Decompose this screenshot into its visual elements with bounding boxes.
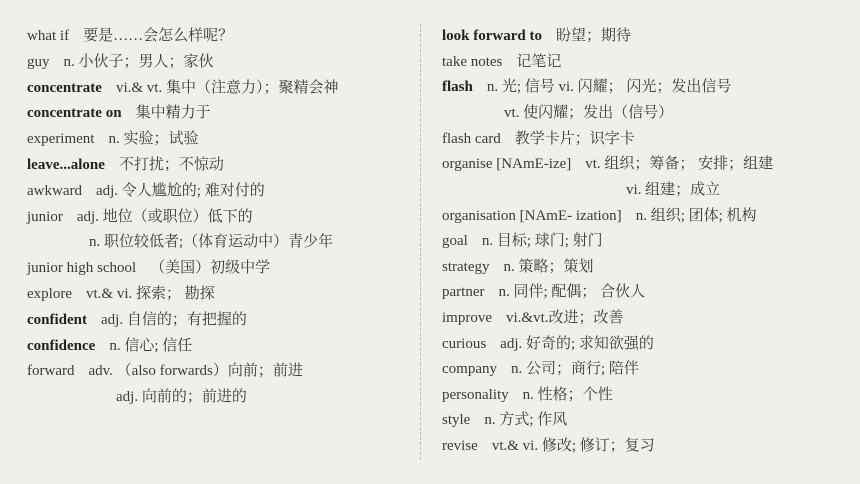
vocab-word: flash card [442,130,501,147]
vocab-entry [27,179,419,205]
vocab-definition: adj. 好奇的; 求知欲强的 [500,335,654,352]
vocab-definition: 盼望；期待 [556,28,632,44]
vocab-definition: n. 实验；试验 [108,131,199,148]
vocab-entry [27,127,419,153]
vocab-word: improve [442,309,492,326]
vocab-definition-continued: vt. 使闪耀；发出（信号） [504,104,674,121]
vocab-definition: n. 组织; 团体; 机构 [635,207,757,224]
vocab-definition: vt. 组织；筹备； 安排；组建 [585,156,774,173]
vocab-entry [27,256,419,282]
vocab-word: concentrate [27,79,102,96]
vocab-word: awkward [27,182,82,199]
vocab-definition: 记笔记 [516,53,562,70]
vocab-entry [27,50,419,76]
vocab-entry [442,408,854,434]
vocab-entry [442,204,854,230]
vocab-word: forward [27,363,75,380]
vocab-definition-continued: vi. 组建；成立 [626,181,721,198]
vocab-entry [442,280,854,306]
vocab-word: style [442,412,471,429]
vocab-word: strategy [442,258,490,275]
vocab-definition: adj. 令人尴尬的; 难对付的 [95,182,265,199]
vocab-definition: vi.& vt. 集中（注意力）；聚精会神 [115,79,339,96]
vocab-definition: vi.&vt.改进；改善 [506,309,624,326]
vocab-word: experiment [27,131,95,148]
vocab-entry [27,359,419,385]
vocab-word: revise [442,437,478,454]
vocab-definition: 要是……会怎么样呢？ [83,28,234,44]
vocab-definition: adj. 自信的；有把握的 [101,311,247,328]
right-vocabulary-column [442,24,854,460]
vocab-definition: n. 策略；策划 [503,258,594,275]
vocab-word: guy [27,53,50,70]
vocab-definition: n. 信心; 信任 [109,337,193,354]
vocab-word: explore [27,285,72,302]
vocab-entry [27,282,419,308]
vocab-definition: vt.& vi. 探索； 勘探 [85,285,215,302]
vocab-entry [442,24,854,50]
vocab-entry [27,153,419,179]
vocab-word: junior [27,208,63,225]
vocab-entry [27,308,419,334]
vocab-entry [442,127,854,153]
vocab-entry [442,75,854,101]
vocab-definition: n. 性格；个性 [522,386,613,403]
vocab-word: junior high school [27,260,137,277]
vocab-word: personality [442,386,509,403]
vocab-definition: n. 方式; 作风 [484,412,568,429]
vocab-entry [442,229,854,255]
vocab-definition: n. 目标; 球门; 射门 [481,233,603,250]
vocab-definition: adv. （also forwards）向前；前进 [88,363,303,380]
vocab-word: take notes [442,53,503,70]
vocab-word: company [442,361,497,378]
vocab-definition: adj. 地位（或职位）低下的 [76,208,253,225]
vocab-word: flash [442,79,473,96]
vocab-word: goal [442,233,468,250]
vocab-entry [442,434,854,460]
vocab-definition: 教学卡片；识字卡 [514,130,635,147]
vocab-word: look forward to [442,28,542,44]
vocab-definition: 集中精力于 [135,105,211,122]
vocab-definition-continued: n. 职位较低者;（体育运动中）青少年 [89,234,334,251]
vocab-definition: n. 小伙子；男人；家伙 [63,53,214,70]
vocab-definition: （美国）初级中学 [150,260,271,277]
vocab-entry [27,24,419,50]
vocab-definition-continued: adj. 向前的；前进的 [116,389,247,406]
vocab-word: partner [442,284,485,301]
vocab-entry [27,101,419,127]
vocab-definition: n. 光; 信号 vi. 闪耀； 闪光；发出信号 [486,79,732,96]
column-divider [420,24,421,460]
vocab-entry [27,334,419,360]
vocab-entry [27,205,419,231]
vocab-word: confident [27,311,87,328]
vocab-word: concentrate on [27,105,122,122]
vocab-word: what if [27,28,70,44]
vocab-definition: n. 公司；商行; 陪伴 [510,361,639,378]
vocab-entry [442,332,854,358]
vocab-entry [442,357,854,383]
vocab-entry [442,50,854,76]
vocab-definition: n. 同伴; 配偶； 合伙人 [498,284,646,301]
vocab-word: curious [442,335,487,352]
vocab-entry [442,306,854,332]
vocab-entry [27,76,419,102]
vocab-definition: 不打扰；不惊动 [118,156,224,173]
vocab-word: organise [NAmE-ize] [442,156,572,173]
vocab-word: organisation [NAmE- ization] [442,207,622,224]
vocab-definition: vt.& vi. 修改; 修订；复习 [491,437,655,454]
vocab-word: confidence [27,337,96,354]
vocab-entry [442,383,854,409]
vocab-entry [442,152,854,178]
vocab-word: leave...alone [27,156,105,173]
left-vocabulary-column [27,24,419,411]
vocab-entry [442,255,854,281]
